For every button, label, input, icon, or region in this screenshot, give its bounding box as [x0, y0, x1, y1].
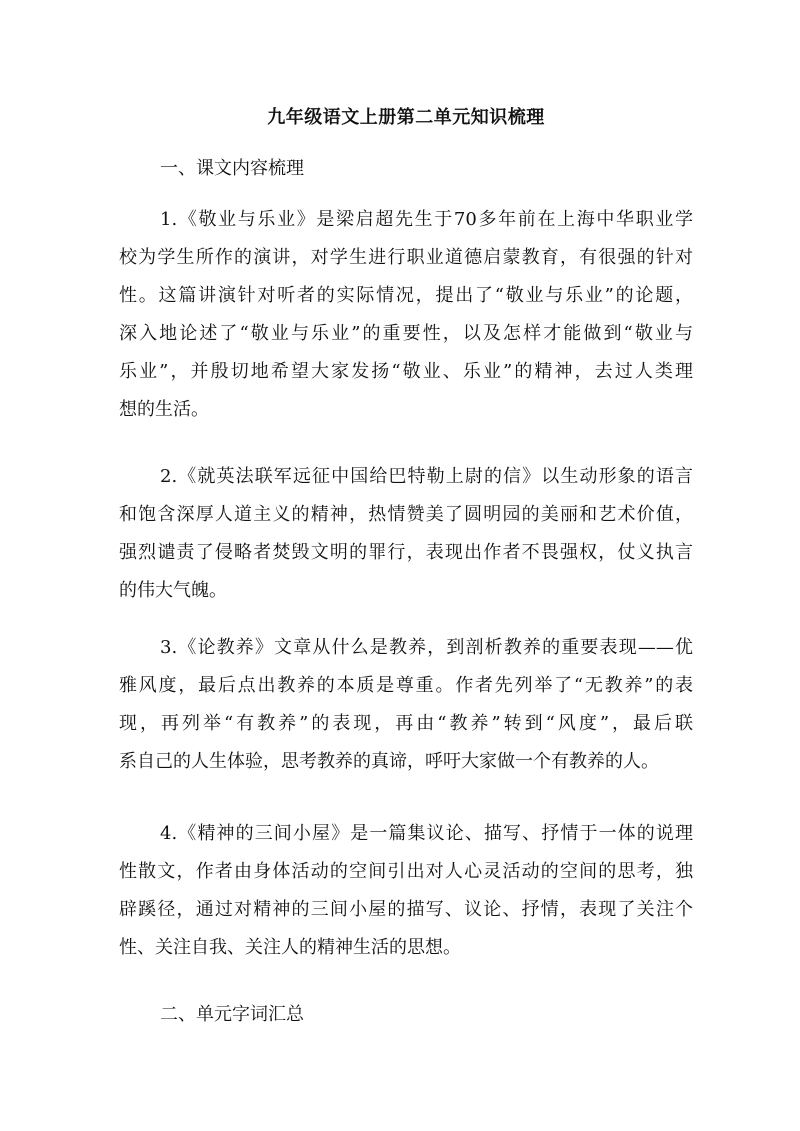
paragraph-three-rooms-of-spirit [119, 815, 693, 967]
paragraph-line: 校为学生所作的演讲，对学生进行职业道德启蒙教育，有很强的针对 [119, 247, 693, 268]
paragraph-line: 深入地论述了“敬业与乐业”的重要性，以及怎样才能做到“敬业与 [119, 323, 693, 344]
paragraph-line: 乐业”，并殷切地希望大家发扬“敬业、乐业”的精神，去过人类理 [119, 361, 693, 382]
paragraph-line: 想的生活。 [119, 399, 209, 420]
paragraph-line: 系自己的人生体验，思考教养的真谛，呼吁大家做一个有教养的人。 [119, 751, 659, 772]
paragraph-letter-to-butler [119, 458, 693, 610]
paragraph-line: 性。这篇讲演针对听者的实际情况，提出了“敬业与乐业”的论题， [119, 285, 693, 306]
paragraph-line: 的伟大气魄。 [119, 580, 227, 601]
paragraph-line: 1.《敬业与乐业》是梁启超先生于70多年前在上海中华职业学 [160, 209, 693, 230]
document-title: 九年级语文上册第二单元知识梳理 [267, 107, 545, 128]
paragraph-line: 强烈谴责了侵略者焚毁文明的罪行，表现出作者不畏强权，仗义执言 [119, 542, 693, 563]
paragraph-line: 性散文，作者由身体活动的空间引出对人心灵活动的空间的思考，独 [119, 861, 693, 882]
section-heading-vocabulary: 二、单元字词汇总 [160, 1004, 304, 1025]
paragraph-line: 和饱含深厚人道主义的精神，热情赞美了圆明园的美丽和艺术价值， [119, 504, 693, 525]
paragraph-line: 性、关注自我、关注人的精神生活的思想。 [119, 937, 461, 958]
section-heading-text-review: 一、课文内容梳理 [160, 158, 304, 179]
paragraph-jingye-yu-leye [119, 201, 693, 429]
paragraph-line: 雅风度，最后点出教养的本质是尊重。作者先列举了“无教养”的表 [119, 675, 693, 696]
paragraph-line: 3.《论教养》文章从什么是教养，到剖析教养的重要表现——优 [160, 637, 693, 658]
paragraph-line: 4.《精神的三间小屋》是一篇集议论、描写、抒情于一体的说理 [160, 823, 693, 844]
paragraph-line: 辟蹊径，通过对精神的三间小屋的描写、议论、抒情，表现了关注个 [119, 899, 693, 920]
paragraph-line: 2.《就英法联军远征中国给巴特勒上尉的信》以生动形象的语言 [160, 466, 693, 487]
paragraph-line: 现，再列举“有教养”的表现，再由“教养”转到“风度”，最后联 [119, 713, 693, 734]
paragraph-lun-jiaoyang [119, 629, 693, 781]
